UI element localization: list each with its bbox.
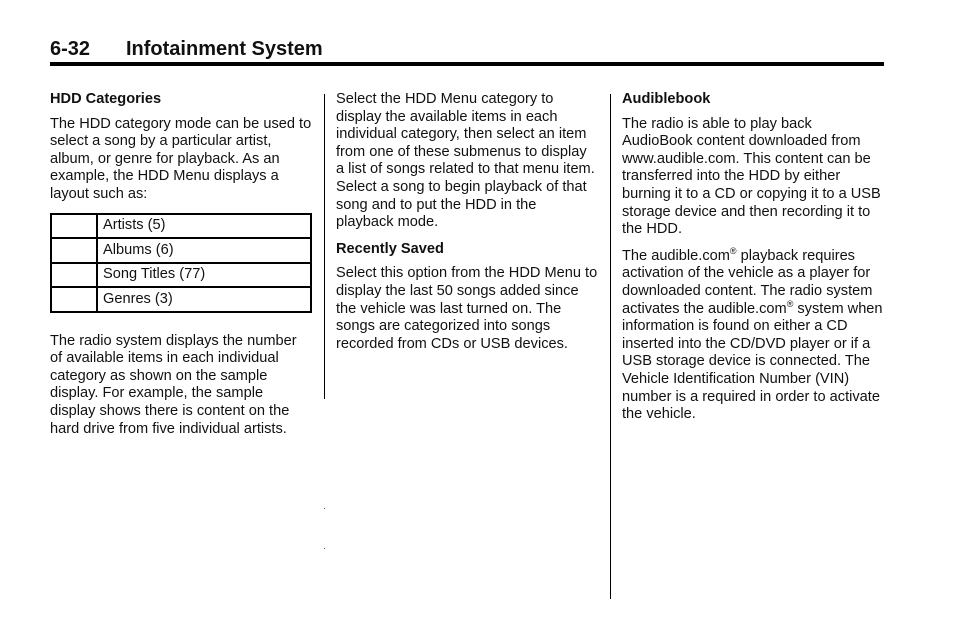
table-cell: Artists (5) xyxy=(97,214,311,239)
paragraph-intro: The HDD category mode can be used to select a song by a particular artist, album, or genre for playback. As an example, the HDD Menu displays a layout such as: xyxy=(50,115,312,202)
paragraph-audiobook: The radio is able to play back AudioBook content downloaded from www.audible.com. This content can be transferred into the HDD by either burning it to a CD or copying it to a USB storage device and then recording it to the HDD. xyxy=(622,115,881,238)
table-cell-blank xyxy=(51,238,97,263)
table-row xyxy=(51,287,311,312)
divider-mark xyxy=(324,548,325,549)
paragraph-outro: The radio system displays the number of available items in each individual category as shown on the sample display. For example, the sample display shows there is content on the hard drive from five individual artists. xyxy=(50,332,297,437)
hdd-menu-table xyxy=(50,213,312,313)
paragraph-recently-saved: Select this option from the HDD Menu to display the last 50 songs added since the vehicle was last turned on. The songs are categorized into songs recorded from CDs or USB devices. xyxy=(336,265,598,352)
column-3 xyxy=(622,91,884,433)
heading-audiblebook: Audiblebook xyxy=(622,91,711,107)
heading-recently-saved: Recently Saved xyxy=(336,240,444,257)
table-cell-blank xyxy=(51,287,97,312)
divider-mark xyxy=(324,508,325,509)
text-fragment: The audible.com xyxy=(622,247,730,264)
section-title: Infotainment System xyxy=(126,38,323,60)
text-fragment: system when information is found on either a CD inserted into the CD/DVD player or if a USB storage device is connected. The Vehicle Identification Number (VIN) number is a required in order to activate the vehicle. xyxy=(622,300,883,423)
table-cell-blank xyxy=(51,263,97,288)
table-row xyxy=(51,263,311,288)
heading-hdd-categories: HDD Categories xyxy=(50,91,162,107)
paragraph-activation xyxy=(622,245,884,424)
page-number: 6-32 xyxy=(50,38,91,60)
registered-mark: ® xyxy=(729,245,737,256)
table-cell: Albums (6) xyxy=(97,238,311,263)
table-row xyxy=(51,214,311,239)
table-cell: Song Titles (77) xyxy=(97,263,311,288)
paragraph-hdd-menu: Select the HDD Menu category to display the available items in each individual category, then select an item from one of these submenus to display a list of songs related to that menu item. Select a song to begin playback of that song and to put the HDD in the playback mode. xyxy=(336,91,595,231)
column-divider-2 xyxy=(610,94,611,599)
table-row xyxy=(51,238,311,263)
registered-mark: ® xyxy=(786,298,794,309)
page-header xyxy=(50,38,323,61)
table-cell: Genres (3) xyxy=(97,287,311,312)
header-rule xyxy=(50,62,884,66)
column-1 xyxy=(50,91,312,447)
column-divider-1 xyxy=(324,94,325,399)
table-cell-blank xyxy=(51,214,97,239)
text-fragment: playback requires activation of the vehicle as a player for downloaded content. The radio system activates the audible.com xyxy=(622,247,873,317)
column-2 xyxy=(336,91,598,362)
